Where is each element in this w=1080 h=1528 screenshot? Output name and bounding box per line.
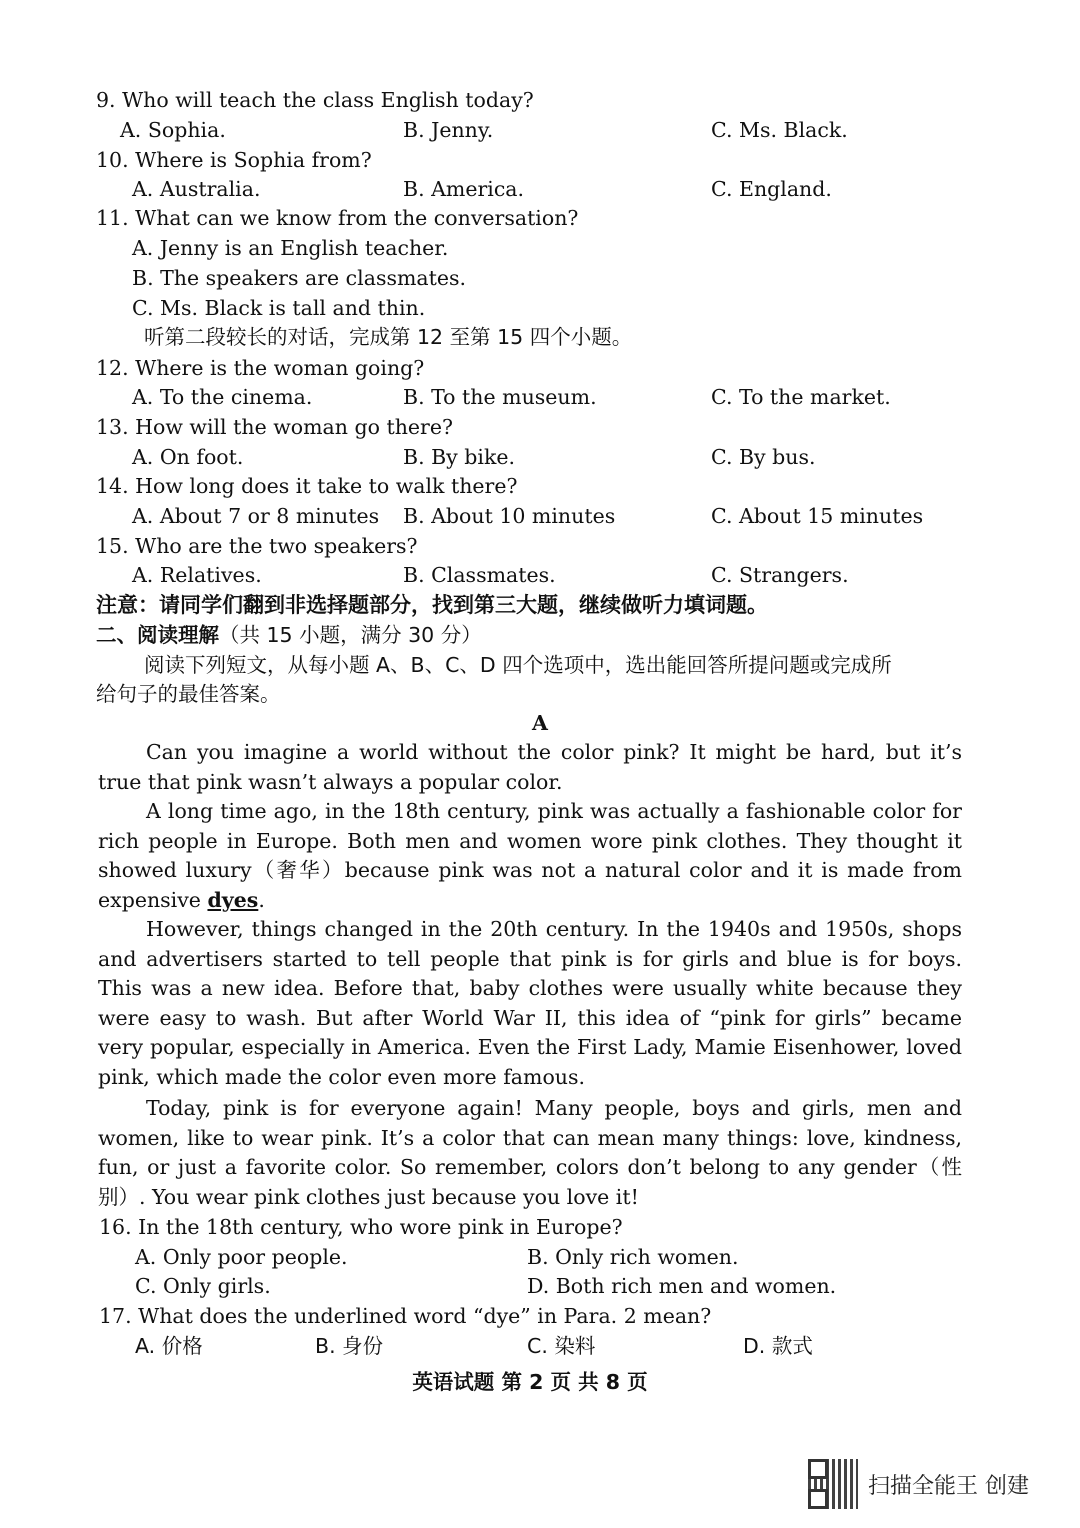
question-17: 17. What does the underlined word “dye” in Para. 2 mean? <box>99 1304 712 1328</box>
reading-instruction-line1: 阅读下列短文，从每小题 A、B、C、D 四个选项中，选出能回答所提问题或完成所 <box>144 653 892 677</box>
q17-option-b: B. 身份 <box>315 1334 384 1358</box>
q9-option-a: A. Sophia. <box>120 118 226 142</box>
q14-option-b: B. About 10 minutes <box>403 504 616 528</box>
q11-option-b: B. The speakers are classmates. <box>132 266 467 290</box>
q11-option-c: C. Ms. Black is tall and thin. <box>132 296 426 320</box>
q10-option-a: A. Australia. <box>132 177 261 201</box>
passage-label: A <box>532 711 548 735</box>
passage-paragraph-4: Today, pink is for everyone again! Many people, boys and girls, men and women, like to wear pink. It’s a color that can mean many things: love, kindness, fun, or just a favorite color. So remember, colors don’t belong to any gender（性别）. You wear pink clothes just because you love it! <box>98 1096 962 1209</box>
q17-option-c: C. 染料 <box>527 1334 596 1358</box>
passage-paragraph-3: However, things changed in the 20th century. In the 1940s and 1950s, shops and advertisers started to tell people that pink is for girls and blue is for boys. This was a new idea. Before that, baby clothes were usually white because they were easy to wash. But after World War II, this idea of “pink for girls” became very popular, especially in America. Even the First Lady, Mamie Eisenhower, loved pink, which made the color even more famous. <box>98 917 962 1089</box>
reading-section-heading <box>96 621 482 649</box>
q16-option-c: C. Only girls. <box>135 1274 271 1298</box>
q11-option-a: A. Jenny is an English teacher. <box>132 236 449 260</box>
question-12: 12. Where is the woman going? <box>96 356 425 380</box>
q16-option-a: A. Only poor people. <box>135 1245 348 1269</box>
q14-option-a: A. About 7 or 8 minutes <box>132 504 380 528</box>
question-13: 13. How will the woman go there? <box>96 415 453 439</box>
q9-option-b: B. Jenny. <box>403 118 494 142</box>
q12-option-c: C. To the market. <box>711 385 891 409</box>
listening-instruction-2: 听第二段较长的对话，完成第 12 至第 15 四个小题。 <box>144 325 633 349</box>
q13-option-a: A. On foot. <box>132 445 244 469</box>
paragraph-2-text: A long time ago, in the 18th century, pink was actually a fashionable color for rich people in Europe. Both men and women wore pink clothes. They thought it showed luxury（奢华）because pink was not a natural color and it is made from expensive <box>98 799 962 912</box>
q14-option-c: C. About 15 minutes <box>711 504 924 528</box>
reading-section-title: 二、阅读理解 <box>96 623 219 647</box>
q10-option-c: C. England. <box>711 177 832 201</box>
reading-instruction-line2: 给句子的最佳答案。 <box>96 682 281 706</box>
q12-option-a: A. To the cinema. <box>132 385 313 409</box>
scanner-watermark <box>808 1458 1029 1510</box>
question-11: 11. What can we know from the conversation? <box>96 206 579 230</box>
passage-paragraph-1: Can you imagine a world without the color pink? It might be hard, but it’s true that pink wasn’t always a popular color. <box>98 740 962 794</box>
q13-option-b: B. By bike. <box>403 445 516 469</box>
underlined-word-dyes: dyes <box>207 887 259 912</box>
reading-section-score: （共 15 小题，满分 30 分） <box>219 623 482 647</box>
q10-option-b: B. America. <box>403 177 525 201</box>
q17-option-d: D. 款式 <box>743 1334 813 1358</box>
q15-option-c: C. Strangers. <box>711 563 849 587</box>
paragraph-2-end: . <box>258 887 265 912</box>
q12-option-b: B. To the museum. <box>403 385 597 409</box>
watermark-text: 扫描全能王 创建 <box>868 1473 1029 1499</box>
question-16: 16. In the 18th century, who wore pink in Europe? <box>99 1215 623 1239</box>
question-9: 9. Who will teach the class English today? <box>96 88 534 112</box>
q15-option-a: A. Relatives. <box>132 563 262 587</box>
q13-option-c: C. By bus. <box>711 445 816 469</box>
notice-text: 注意：请同学们翻到非选择题部分，找到第三大题，继续做听力填词题。 <box>96 593 768 617</box>
qr-code-icon <box>808 1459 858 1509</box>
question-15: 15. Who are the two speakers? <box>96 534 418 558</box>
q17-option-a: A. 价格 <box>135 1334 203 1358</box>
question-14: 14. How long does it take to walk there? <box>96 474 518 498</box>
q16-option-b: B. Only rich women. <box>527 1245 739 1269</box>
q15-option-b: B. Classmates. <box>403 563 556 587</box>
q9-option-c: C. Ms. Black. <box>711 118 848 142</box>
q16-option-d: D. Both rich men and women. <box>527 1274 837 1298</box>
page-footer: 英语试题 第 2 页 共 8 页 <box>412 1370 648 1394</box>
passage-paragraph-2 <box>98 797 962 915</box>
question-10: 10. Where is Sophia from? <box>96 148 372 172</box>
